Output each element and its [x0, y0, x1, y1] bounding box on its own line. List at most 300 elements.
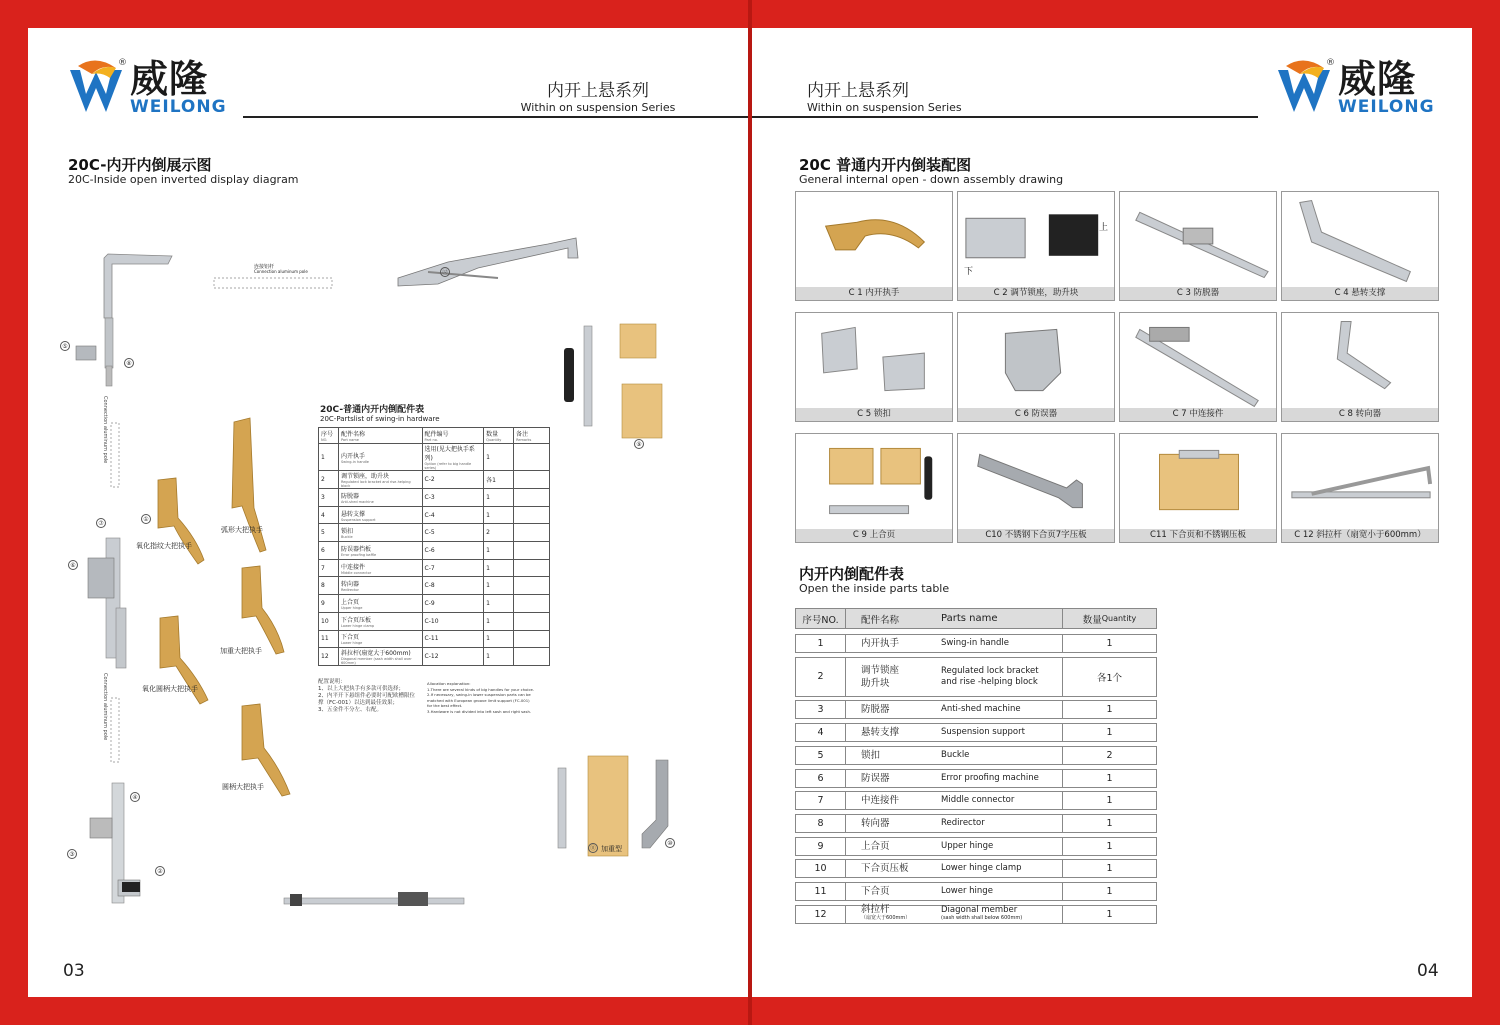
mini-qty: 1 [486, 653, 490, 661]
table-row [795, 769, 1157, 788]
th-no: 序号NO. [796, 609, 846, 628]
row-no: 3 [817, 704, 824, 716]
mini-cell-remarks [514, 524, 550, 542]
table-row [795, 746, 1157, 765]
mini-cell-no [319, 444, 339, 471]
mini-cell-name [338, 559, 422, 577]
mini-th-no-en: NO. [321, 438, 328, 442]
mini-cell-qty [484, 444, 514, 471]
part-image [1282, 192, 1438, 288]
mini-name-cn: 悬转支撑 [340, 510, 365, 518]
row-en-cell [941, 635, 1063, 652]
row-en: Upper hinge [941, 840, 994, 851]
mini-cell-remarks [514, 489, 550, 507]
mini-th-code-en: Part no. [424, 438, 438, 442]
table-row [795, 837, 1157, 856]
row-cn: 悬转支撑 [861, 727, 900, 739]
series-title-right [807, 76, 977, 114]
mini-name-en: Lower hinge clamp [340, 623, 375, 628]
mini-cell-code [422, 506, 484, 524]
part-caption: C 9 上合页 [796, 529, 952, 542]
logo-en-right: WEILONG [1338, 97, 1435, 117]
mini-cell-name [338, 506, 422, 524]
mini-name-en: Error proofing baffle [340, 552, 377, 557]
row-en-cell [941, 701, 1063, 718]
mini-cell-code [422, 542, 484, 560]
mini-th-qty: 数量 [486, 431, 499, 438]
row-no: 8 [817, 817, 824, 829]
row-no-cell [796, 860, 846, 877]
mini-cell-remarks [514, 506, 550, 524]
series-en-right: Within on suspension Series [807, 101, 962, 114]
heavy-type-label: 加重型 [601, 845, 622, 853]
mini-cell-no [319, 524, 339, 542]
mini-cell-name [338, 577, 422, 595]
right-page [752, 28, 1472, 997]
header-rule [243, 116, 748, 118]
table-row [795, 814, 1157, 833]
mini-cell-remarks [514, 559, 550, 577]
part-image [1282, 434, 1438, 530]
mini-cell-no [319, 489, 339, 507]
note-cn-1: 1、以上大把执手有多款可供选择； [318, 686, 405, 692]
mini-name-cn: 防误器挡板 [340, 545, 371, 553]
row-en: Lower hinge [941, 886, 993, 896]
handle-label-oxide-round: 氧化圆柄大把执手 [142, 685, 198, 693]
mini-name-cn: 锁扣 [340, 528, 353, 536]
row-en-cell [941, 883, 1063, 900]
mini-qty: 1 [486, 546, 490, 554]
row-no: 9 [817, 840, 824, 852]
mini-cell-no [319, 595, 339, 613]
parts-table-subtitle: Open the inside parts table [799, 582, 950, 595]
table-row [795, 905, 1157, 924]
mini-cell-code [422, 559, 484, 577]
mini-cell-name [338, 648, 422, 666]
row-en: Suspension support [941, 727, 1025, 738]
th-qty [1063, 609, 1156, 628]
mini-th-qty-en: Quantity [486, 438, 502, 442]
row-cn-cell [846, 792, 941, 809]
row-cn-cell [846, 906, 941, 923]
row-en: Anti-shed machine [941, 704, 1021, 715]
mini-code: C-9 [424, 599, 435, 607]
th-qty-en: Quantity [1101, 614, 1137, 623]
registered-mark-right: ® [1326, 58, 1335, 68]
row-cn: 防脱器 [861, 704, 890, 716]
mini-cell-qty [484, 471, 514, 489]
mini-table-row [319, 489, 550, 507]
part-image [958, 434, 1114, 530]
mini-cell-no [319, 630, 339, 648]
row-cn-cell [846, 635, 941, 652]
row-qty: 1 [1106, 704, 1113, 716]
row-cn: 下合页 [861, 886, 890, 897]
callout-5: ⑤ [60, 341, 70, 351]
table-row [795, 723, 1157, 742]
part-image [796, 313, 952, 409]
mini-name-en: Upper hinge [340, 605, 363, 610]
mini-cell-qty [484, 595, 514, 613]
row-qty-cell [1063, 635, 1156, 652]
series-title [518, 76, 678, 114]
mini-no: 6 [321, 546, 325, 554]
mini-cell-qty [484, 542, 514, 560]
mini-notes-cn [318, 679, 415, 714]
mini-table-title: 20C-普通内开内倒配件表 [320, 405, 425, 415]
row-no: 2 [817, 671, 824, 683]
logo-en: WEILONG [130, 97, 227, 117]
row-cn-cell [846, 770, 941, 787]
mini-table-body [319, 444, 550, 666]
mini-cell-name [338, 524, 422, 542]
part-card [795, 191, 953, 301]
part-card [1281, 191, 1439, 301]
row-en-note: (sash width shall below 600mm) [941, 915, 1023, 922]
mini-th-name: 配件名称 [340, 431, 365, 438]
row-en-cell [941, 906, 1063, 923]
page-number-right: 04 [1417, 961, 1439, 981]
row-en-cell [941, 815, 1063, 832]
mini-th-no: 序号 [321, 431, 334, 438]
mini-table-row [319, 524, 550, 542]
mini-cell-name [338, 471, 422, 489]
mini-cell-qty [484, 489, 514, 507]
row-en-cell [941, 792, 1063, 809]
part-card [795, 312, 953, 422]
mini-cell-remarks [514, 630, 550, 648]
handle-label-heavy: 加重大把执手 [220, 647, 262, 655]
mini-code: C-3 [424, 493, 435, 501]
row-qty-cell [1063, 701, 1156, 718]
mini-table-row [319, 648, 550, 666]
mini-name-en: Diagonal member (sash width shall over 600mm) [340, 657, 412, 666]
part-image [958, 313, 1114, 409]
mini-cell-code [422, 471, 484, 489]
mini-no: 1 [321, 453, 325, 461]
table-row [795, 859, 1157, 878]
part-image [1282, 313, 1438, 409]
page-number-left: 03 [63, 961, 85, 981]
part-card [1281, 312, 1439, 422]
part-caption: C 3 防脱器 [1120, 287, 1276, 300]
mini-table-row [319, 612, 550, 630]
mini-name-cn: 上合页 [340, 598, 359, 606]
mini-cell-qty [484, 506, 514, 524]
mini-table-row [319, 559, 550, 577]
registered-mark: ® [118, 58, 127, 68]
mini-name-en: Swing-in handle [340, 459, 369, 464]
row-qty-cell [1063, 906, 1156, 923]
row-en: Regulated lock bracket and rise -helping block [941, 665, 1039, 687]
row-qty-cell [1063, 658, 1156, 696]
assembly-title: 20C 普通内开内倒装配图 [799, 156, 972, 174]
mini-table-row [319, 444, 550, 471]
note-en-2: 2.If necessary, swing-in lower suspension parts can be [427, 692, 531, 697]
part-image [796, 192, 952, 288]
mini-cell-no [319, 506, 339, 524]
logo-cn-right: 威隆 [1338, 57, 1417, 101]
row-cn-cell [846, 860, 941, 877]
mini-qty: 1 [486, 511, 490, 519]
row-qty: 1 [1106, 795, 1113, 807]
row-qty: 1 [1106, 908, 1113, 920]
callout-10: ⑩ [665, 838, 675, 848]
row-qty-cell [1063, 838, 1156, 855]
mini-cell-name [338, 612, 422, 630]
row-no-cell [796, 658, 846, 696]
mini-table-row [319, 595, 550, 613]
note-cn-4: 3、五金件不分左、右配。 [318, 707, 383, 713]
row-qty: 1 [1106, 727, 1113, 739]
mini-cell-no [319, 612, 339, 630]
th-name-en: Parts name [941, 609, 1063, 628]
part-card [957, 312, 1115, 422]
pole-vlabel-2: Connection aluminum pole [102, 673, 108, 741]
row-en: Swing-in handle [941, 638, 1009, 648]
part-card [1119, 433, 1277, 543]
logo-cn: 威隆 [130, 57, 209, 101]
part-image [1120, 313, 1276, 409]
mini-cell-code [422, 595, 484, 613]
mini-th-name-en: Part name [340, 438, 359, 442]
mini-name-en: Regulated lock bracket and rise-helping block [340, 480, 411, 488]
mini-cell-qty [484, 612, 514, 630]
row-cn: 中连接件 [861, 795, 900, 807]
pole-label-en: Connection aluminum pole [254, 269, 308, 274]
handle-label-fingerprint: 氧化指纹大把执手 [136, 542, 192, 550]
part-caption: C 7 中连接件 [1120, 408, 1276, 421]
mini-cell-name [338, 542, 422, 560]
callout-8: ⑧ [124, 358, 134, 368]
c2-down-mark: 下 [964, 267, 974, 277]
row-no-cell [796, 792, 846, 809]
logo [66, 58, 227, 116]
callout-12: ⑫ [441, 269, 448, 276]
row-cn: 斜拉杆 [861, 904, 890, 916]
mini-cell-name [338, 595, 422, 613]
mini-cell-code [422, 630, 484, 648]
row-en-cell [941, 658, 1063, 696]
mini-no: 7 [321, 564, 325, 572]
assembly-subtitle: General internal open - down assembly drawing [799, 173, 1064, 186]
mini-cell-qty [484, 648, 514, 666]
note-cn-0: 配置说明： [318, 679, 346, 685]
mini-cell-qty [484, 559, 514, 577]
weilong-logo-icon [66, 58, 126, 116]
callout-6: ⑥ [68, 560, 78, 570]
mini-table-row [319, 506, 550, 524]
row-en-cell [941, 747, 1063, 764]
th-name-cn: 配件名称 [861, 614, 900, 626]
th-qty-cn: 数量 [1082, 614, 1102, 626]
row-cn: 锁扣 [861, 749, 881, 761]
mini-cell-name [338, 444, 422, 471]
mini-code: C-10 [424, 617, 439, 625]
table-row [795, 791, 1157, 810]
mini-no: 9 [321, 599, 325, 607]
mini-code: C-4 [424, 511, 435, 519]
part-image [1120, 192, 1276, 288]
c2-up-mark: 上 [1098, 223, 1108, 233]
mini-table-header [319, 428, 550, 444]
handle-label-round: 圆柄大把执手 [222, 783, 264, 791]
pole-vlabel-1: Connection aluminum pole [102, 396, 108, 464]
mini-qty: 1 [486, 635, 490, 643]
mini-cell-code [422, 489, 484, 507]
mini-cell-remarks [514, 612, 550, 630]
callout-1: ① [141, 514, 151, 524]
mini-code: 选用(见大把执手系列) [424, 446, 475, 462]
row-cn: 调节锁座 助升块 [861, 664, 900, 689]
mini-qty: 1 [486, 453, 490, 461]
table-row [795, 657, 1157, 697]
mini-table-row [319, 471, 550, 489]
row-cn-cell [846, 701, 941, 718]
header-rule-right [752, 116, 1258, 118]
row-cn-cell [846, 838, 941, 855]
section-title: 20C-内开内倒展示图 [68, 156, 212, 174]
mini-code: C-5 [424, 529, 435, 537]
row-no: 6 [817, 772, 824, 784]
row-no-cell [796, 906, 846, 923]
mini-cell-remarks [514, 471, 550, 489]
note-en-1: 1.There are several kinds of big handles for your choice. [427, 686, 535, 692]
row-cn: 上合页 [861, 840, 890, 852]
part-card [1119, 312, 1277, 422]
mini-qty: 1 [486, 582, 490, 590]
callout-11: ⑪ [589, 845, 596, 852]
row-qty: 1 [1106, 638, 1113, 649]
mini-no: 10 [321, 617, 329, 625]
row-en: Buckle [941, 749, 970, 760]
mini-name-cn: 防脱器 [340, 492, 359, 500]
callout-3: ③ [67, 849, 77, 859]
mini-cell-code [422, 648, 484, 666]
callout-2: ② [155, 866, 165, 876]
series-en: Within on suspension Series [520, 101, 676, 114]
mini-cell-no [319, 577, 339, 595]
mini-no: 5 [321, 529, 325, 537]
mini-code: C-2 [424, 476, 435, 483]
row-qty: 各1个 [1096, 672, 1123, 684]
part-caption: C 8 转向器 [1282, 408, 1438, 421]
mini-cell-no [319, 542, 339, 560]
row-no-cell [796, 747, 846, 764]
row-en: Redirector [941, 817, 985, 828]
mini-table-subtitle: 20C-Partslist of swing-in hardware [320, 415, 440, 423]
row-no-cell [796, 635, 846, 652]
part-card [957, 191, 1115, 301]
part-card [1281, 433, 1439, 543]
row-no-cell [796, 838, 846, 855]
mini-cell-name [338, 489, 422, 507]
mini-name-cn: 中连接件 [340, 563, 365, 571]
row-no: 4 [817, 727, 824, 739]
part-caption: C 5 锁扣 [796, 408, 952, 421]
row-cn-note: （扇宽大于600mm） [861, 915, 911, 922]
mini-no: 4 [321, 511, 325, 519]
part-card [957, 433, 1115, 543]
row-qty-cell [1063, 747, 1156, 764]
row-cn-cell [846, 815, 941, 832]
mini-cell-qty [484, 524, 514, 542]
row-cn-cell [846, 658, 941, 696]
mini-name-en: Suspension support [340, 517, 376, 522]
mini-code-en: Option (refer to big handle series) [424, 462, 472, 470]
row-no: 12 [814, 908, 827, 920]
mini-cell-no [319, 471, 339, 489]
row-qty: 1 [1106, 817, 1113, 829]
mini-no: 3 [321, 493, 325, 501]
row-en-cell [941, 770, 1063, 787]
row-qty: 2 [1106, 749, 1113, 761]
row-en-cell [941, 724, 1063, 741]
table-row [795, 882, 1157, 901]
mini-notes-en [427, 681, 534, 714]
logo-right [1274, 58, 1435, 116]
part-card [795, 433, 953, 543]
note-en-4: for the best effect. [427, 703, 463, 708]
table-row [795, 634, 1157, 653]
row-qty-cell [1063, 860, 1156, 877]
row-cn-cell [846, 883, 941, 900]
mini-cell-remarks [514, 648, 550, 666]
mini-name-en: Buckle [340, 535, 353, 540]
row-en: Middle connector [941, 795, 1015, 806]
mini-name-cn: 内开执手 [340, 452, 365, 460]
table-row [795, 700, 1157, 719]
mini-qty: 1 [486, 599, 490, 607]
row-qty: 1 [1106, 863, 1113, 875]
row-cn: 内开执手 [861, 638, 900, 649]
mini-cell-qty [484, 630, 514, 648]
mini-table-row [319, 542, 550, 560]
mini-code: C-8 [424, 582, 435, 590]
row-no-cell [796, 883, 846, 900]
section-subtitle: 20C-Inside open inverted display diagram [68, 173, 299, 186]
mini-th-remarks: 备注 [516, 431, 529, 438]
row-cn: 防误器 [861, 772, 890, 784]
mini-cell-code [422, 577, 484, 595]
row-qty-cell [1063, 815, 1156, 832]
mini-parts-table [318, 427, 550, 666]
mini-cell-remarks [514, 577, 550, 595]
parts-table-header [795, 608, 1157, 629]
weilong-logo-icon [1274, 58, 1334, 116]
mini-cell-code [422, 444, 484, 471]
note-en-0: Allocation explanation: [427, 681, 471, 686]
mini-cell-code [422, 524, 484, 542]
row-cn-cell [846, 747, 941, 764]
part-image [958, 192, 1114, 288]
mini-code: C-11 [424, 635, 439, 643]
row-no: 5 [817, 749, 824, 761]
row-en: Diagonal member [941, 905, 1018, 916]
row-qty: 1 [1106, 886, 1113, 897]
row-en-cell [941, 860, 1063, 877]
mini-table-row [319, 630, 550, 648]
mini-code: C-6 [424, 546, 435, 554]
part-caption: C11 下合页和不锈钢压板 [1120, 529, 1276, 542]
series-cn-right: 内开上悬系列 [807, 81, 909, 101]
mini-no: 12 [321, 653, 329, 661]
mini-cell-no [319, 559, 339, 577]
mini-cell-remarks [514, 444, 550, 471]
mini-qty: 各1 [486, 477, 496, 484]
note-en-5: 3.Hardware is not divided into left sash and right sash. [427, 708, 532, 714]
row-qty-cell [1063, 792, 1156, 809]
